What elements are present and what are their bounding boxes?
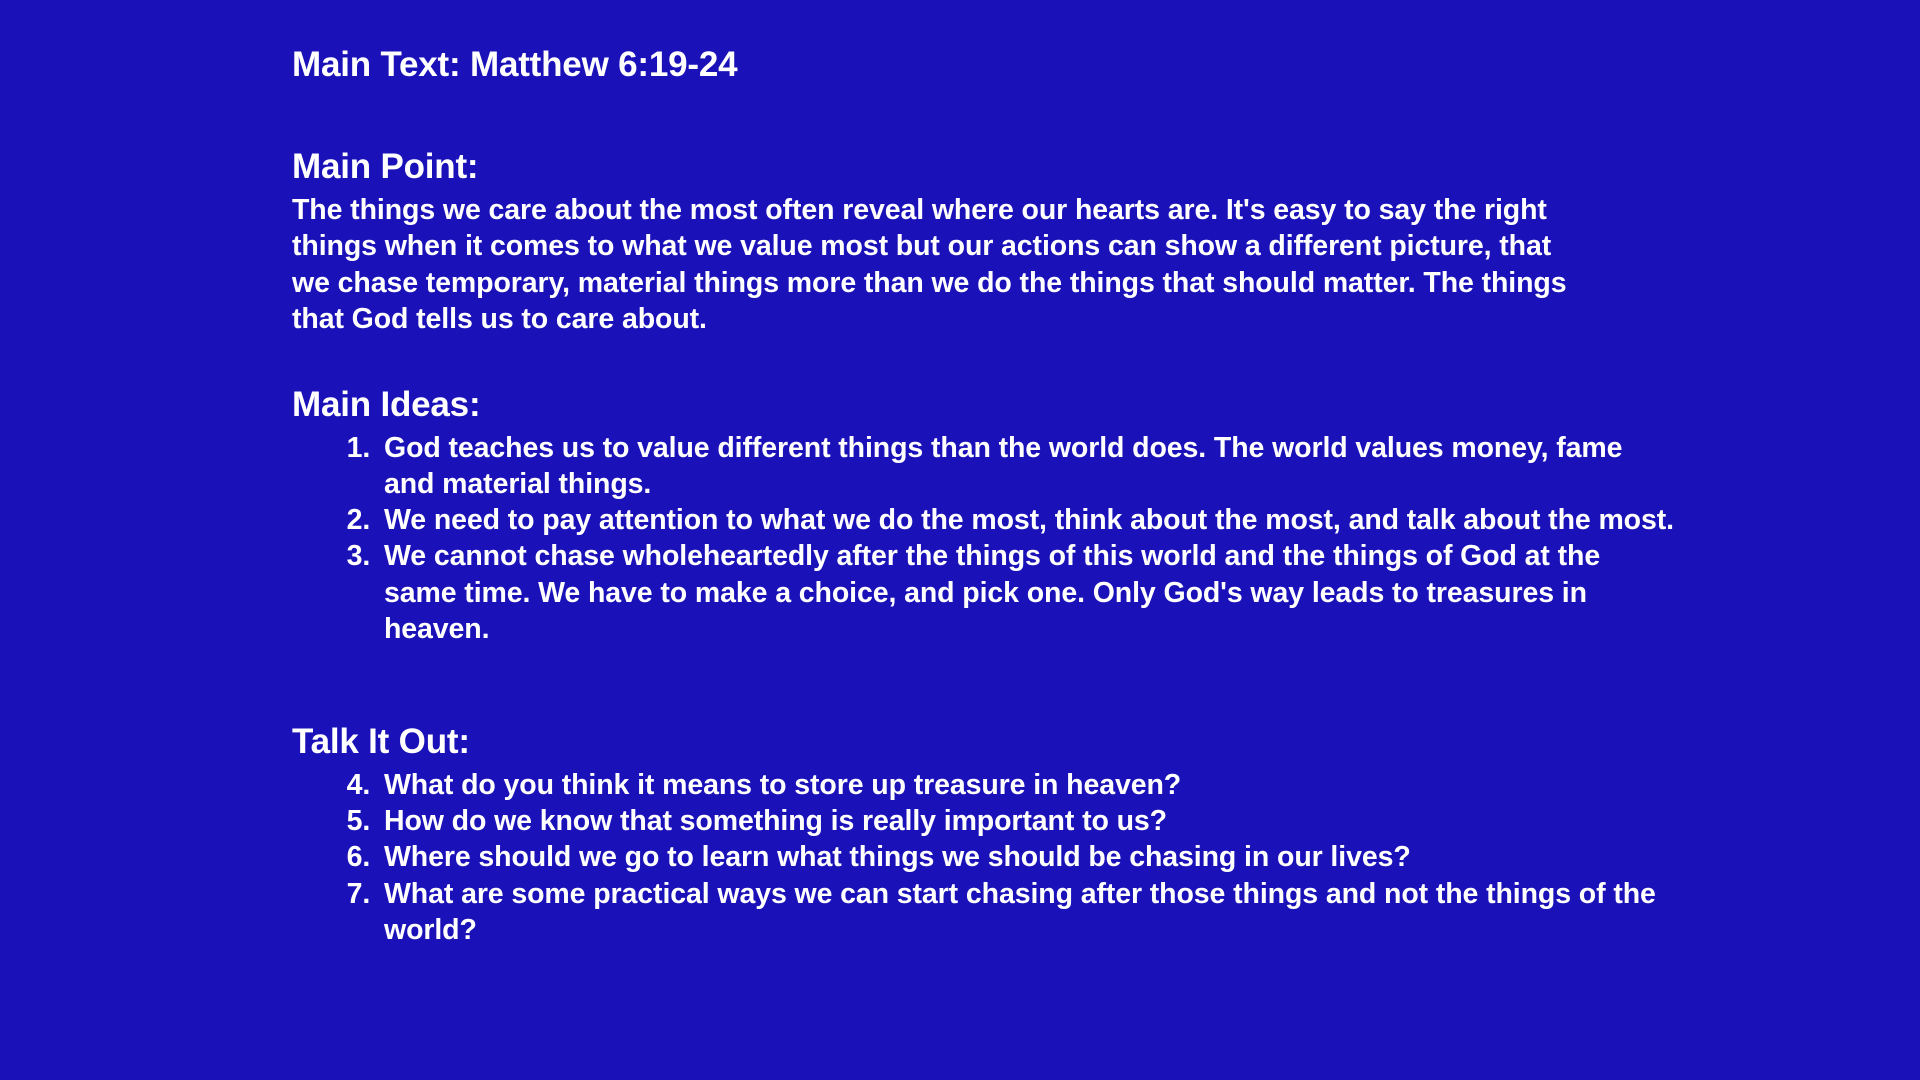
heading-main-point: Main Point: [292,147,479,186]
heading-main-ideas: Main Ideas: [292,384,481,424]
spacer [292,86,1860,146]
list-item: 6. Where should we go to learn what things we should be chasing in our lives? [378,839,1678,875]
heading-talk-it-out: Talk It Out: [292,722,470,761]
talk-it-out-list [292,767,1678,948]
list-item: 1. God teaches us to value different things than the world does. The world values money, fame and material things. [378,430,1678,502]
spacer [292,338,1860,384]
main-point-body: The things we care about the most often reveal where our hearts are. It's easy to say the right things when it comes to what we value most but our actions can show a different picture, that we chase temporary, material things more than we do the things that should matter. The things that God tells us to care about. [292,194,1567,336]
main-text-reference: Main Text: Matthew 6:19-24 [292,45,738,84]
list-item: 2. We need to pay attention to what we do the most, think about the most, and talk about the most. [378,502,1678,538]
list-item: 5. How do we know that something is really important to us? [378,803,1678,839]
spacer [292,647,1860,721]
list-item: 7. What are some practical ways we can start chasing after those things and not the things of the world? [378,876,1678,948]
list-item: 4. What do you think it means to store up treasure in heaven? [378,767,1678,803]
list-item: 3. We cannot chase wholeheartedly after the things of this world and the things of God at the same time. We have to make a choice, and pick one. Only God's way leads to treasures in heaven. [378,538,1678,647]
main-ideas-list [292,430,1678,647]
